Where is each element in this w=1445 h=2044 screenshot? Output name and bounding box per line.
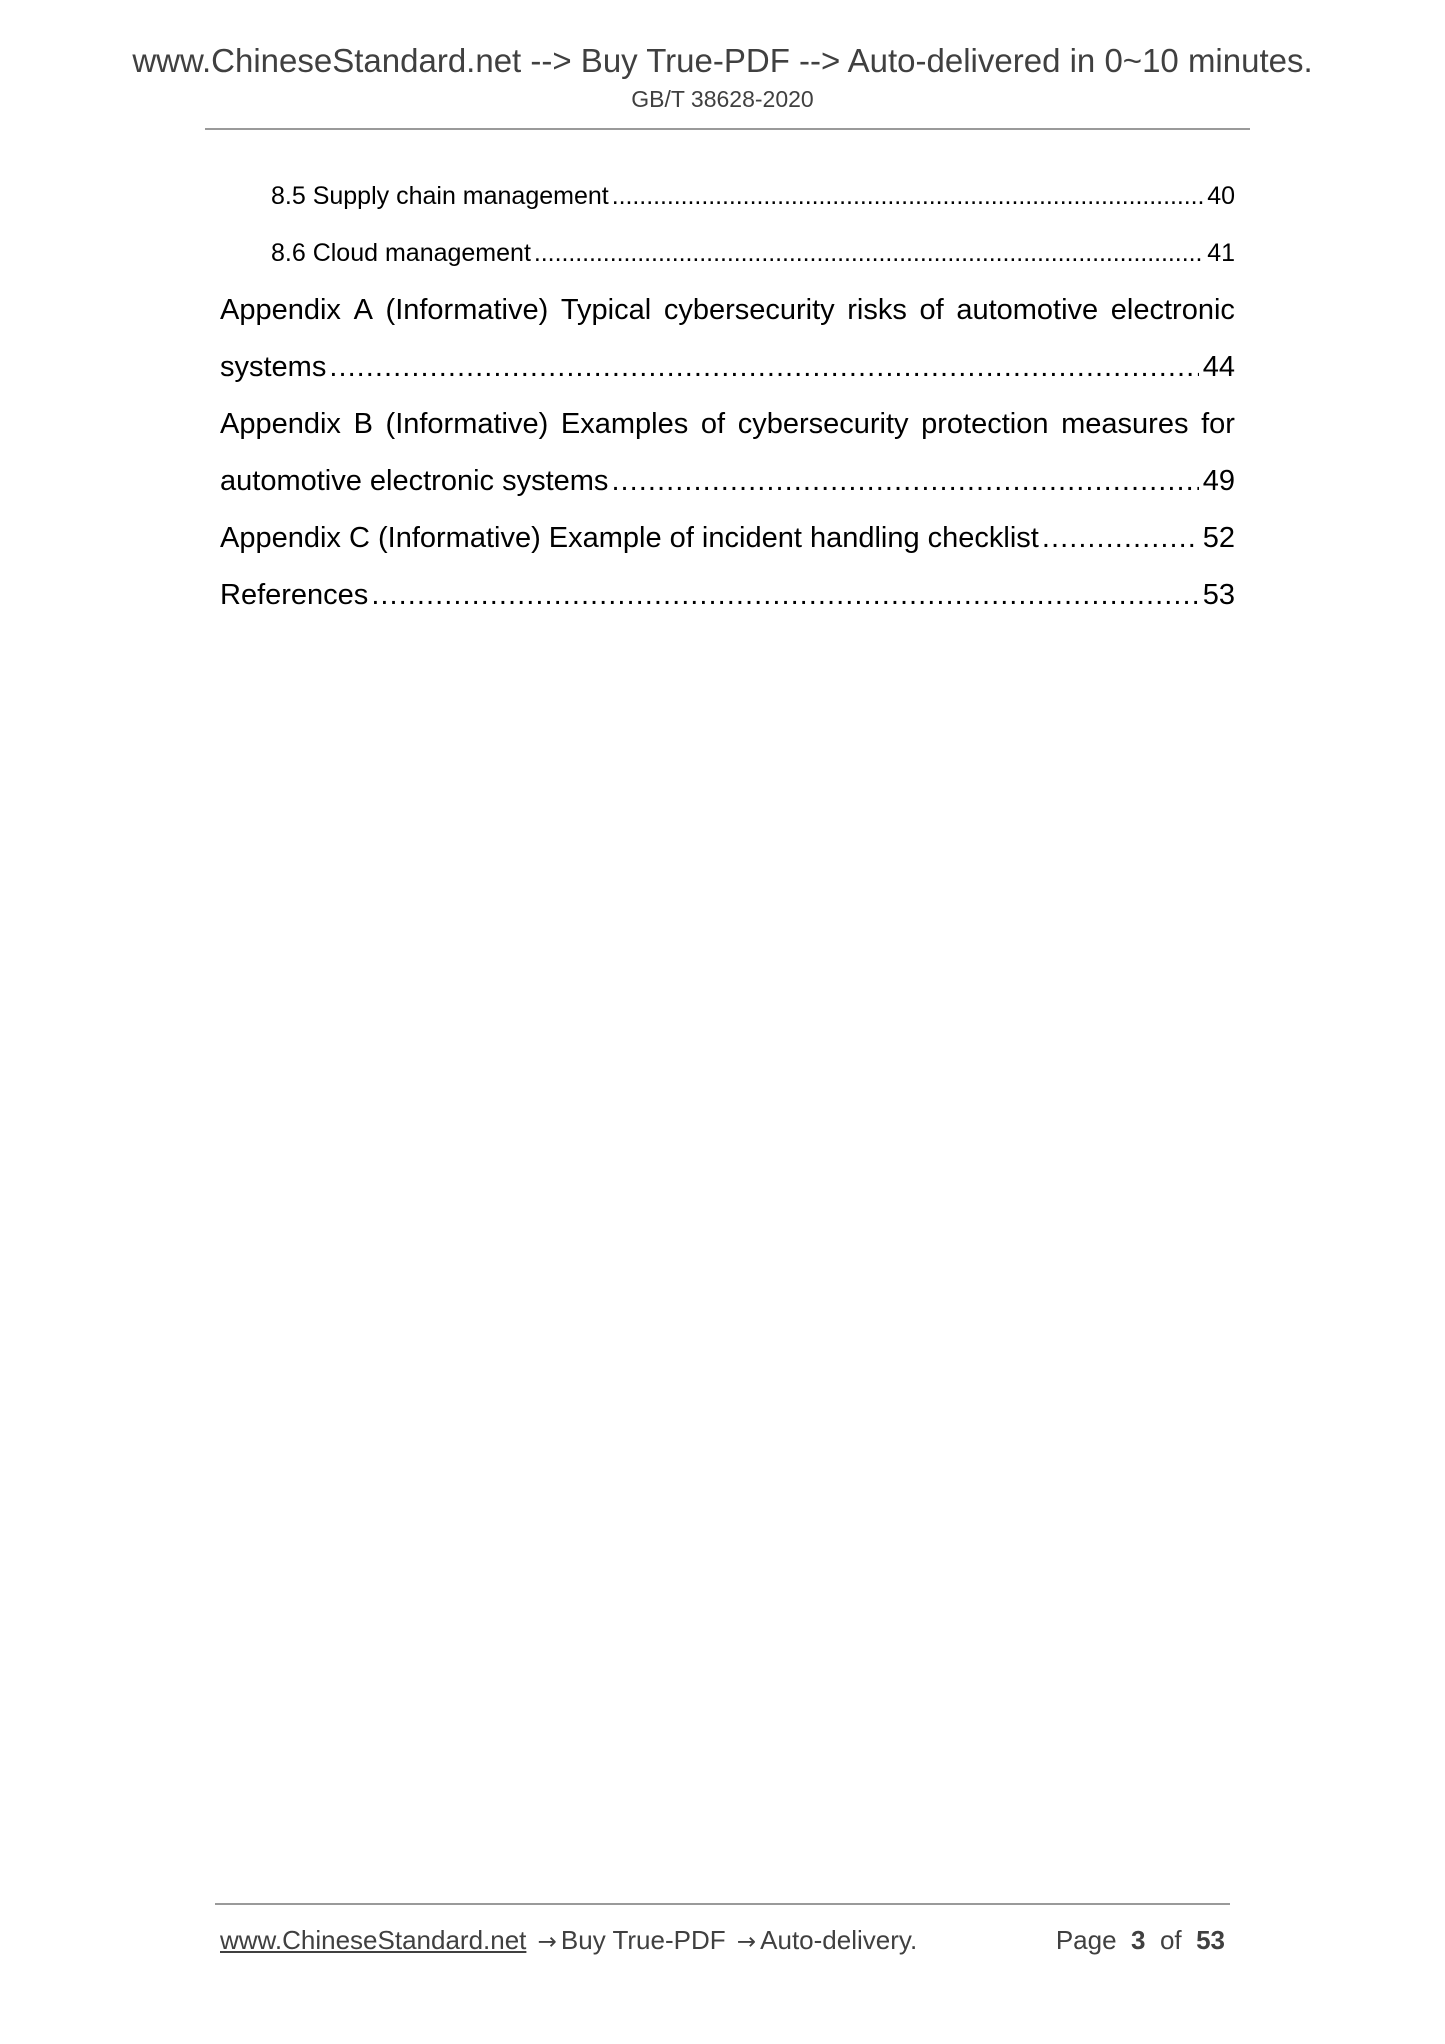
toc-entry-title: systems	[220, 351, 327, 383]
toc-dot-leader	[612, 168, 1203, 225]
footer-website-link[interactable]: www.ChineseStandard.net	[220, 1925, 527, 1955]
toc-entry-title-line2	[220, 453, 1235, 510]
footer-promo	[220, 1922, 917, 1960]
toc-page-number: 41	[1207, 239, 1235, 267]
toc-dot-leader	[1042, 510, 1199, 567]
toc-entry-title-line2	[220, 339, 1235, 396]
document-number: GB/T 38628-2020	[631, 86, 814, 112]
page-header	[0, 38, 1445, 114]
footer-delivery-text: Auto-delivery.	[760, 1925, 918, 1955]
toc-page-number: 49	[1202, 465, 1235, 497]
toc-entry-cloud-management[interactable]	[220, 225, 1235, 282]
toc-dot-leader	[611, 453, 1198, 510]
title-word: cybersecurity	[663, 294, 835, 326]
toc-entry-appendix-a[interactable]	[220, 282, 1235, 396]
toc-page-number: 44	[1202, 351, 1235, 383]
title-word: risks	[847, 294, 907, 326]
title-word: Typical	[560, 294, 652, 326]
toc-entry-title: 8.6 Cloud management	[271, 239, 531, 267]
title-word: for	[1201, 408, 1235, 440]
arrow-right-icon: →	[537, 1929, 557, 1955]
title-word: A	[353, 294, 373, 326]
toc-entry-title: automotive electronic systems	[220, 465, 609, 497]
title-word: measures	[1061, 408, 1189, 440]
title-word: of	[700, 408, 726, 440]
header-divider	[205, 128, 1250, 130]
title-word: (Informative)	[385, 408, 549, 440]
page-footer	[220, 1922, 1225, 1960]
title-word: electronic	[1110, 294, 1235, 326]
toc-entry-title: References	[220, 579, 369, 611]
title-word: cybersecurity	[737, 408, 909, 440]
title-word: Appendix	[220, 294, 341, 326]
toc-entry-title: Appendix C (Informative) Example of incident handling checklist	[220, 522, 1039, 554]
title-word: Examples	[560, 408, 689, 440]
toc-entry-title-line1	[220, 396, 1235, 453]
toc-entry-appendix-b[interactable]	[220, 396, 1235, 510]
toc-entry-references[interactable]	[220, 567, 1235, 624]
title-word: B	[353, 408, 373, 440]
toc-dot-leader	[371, 567, 1198, 624]
toc-entry-title-line1	[220, 282, 1235, 339]
page-label: Page	[1055, 1925, 1117, 1955]
toc-entry-supply-chain[interactable]	[220, 168, 1235, 225]
toc-entry-appendix-c[interactable]	[220, 510, 1235, 567]
toc-page-number: 52	[1202, 522, 1235, 554]
title-word: of	[919, 294, 944, 326]
toc-dot-leader	[534, 225, 1203, 282]
table-of-contents	[220, 168, 1235, 624]
of-label: of	[1159, 1925, 1182, 1955]
title-word: Appendix	[220, 408, 341, 440]
toc-entry-title: 8.5 Supply chain management	[271, 182, 609, 210]
toc-page-number: 53	[1202, 579, 1235, 611]
title-word: (Informative)	[385, 294, 549, 326]
page-indicator	[1056, 1922, 1225, 1960]
footer-divider	[215, 1903, 1230, 1905]
footer-buy-text: Buy True-PDF	[560, 1925, 726, 1955]
header-banner: www.ChineseStandard.net --> Buy True-PDF --> Auto-delivered in 0~10 minutes.	[132, 42, 1313, 79]
total-page-count: 53	[1196, 1925, 1225, 1955]
toc-page-number: 40	[1207, 182, 1235, 210]
arrow-right-icon: →	[736, 1929, 757, 1955]
current-page-number: 3	[1131, 1925, 1146, 1955]
title-word: protection	[921, 408, 1049, 440]
toc-dot-leader	[329, 339, 1198, 396]
title-word: automotive	[956, 294, 1099, 326]
